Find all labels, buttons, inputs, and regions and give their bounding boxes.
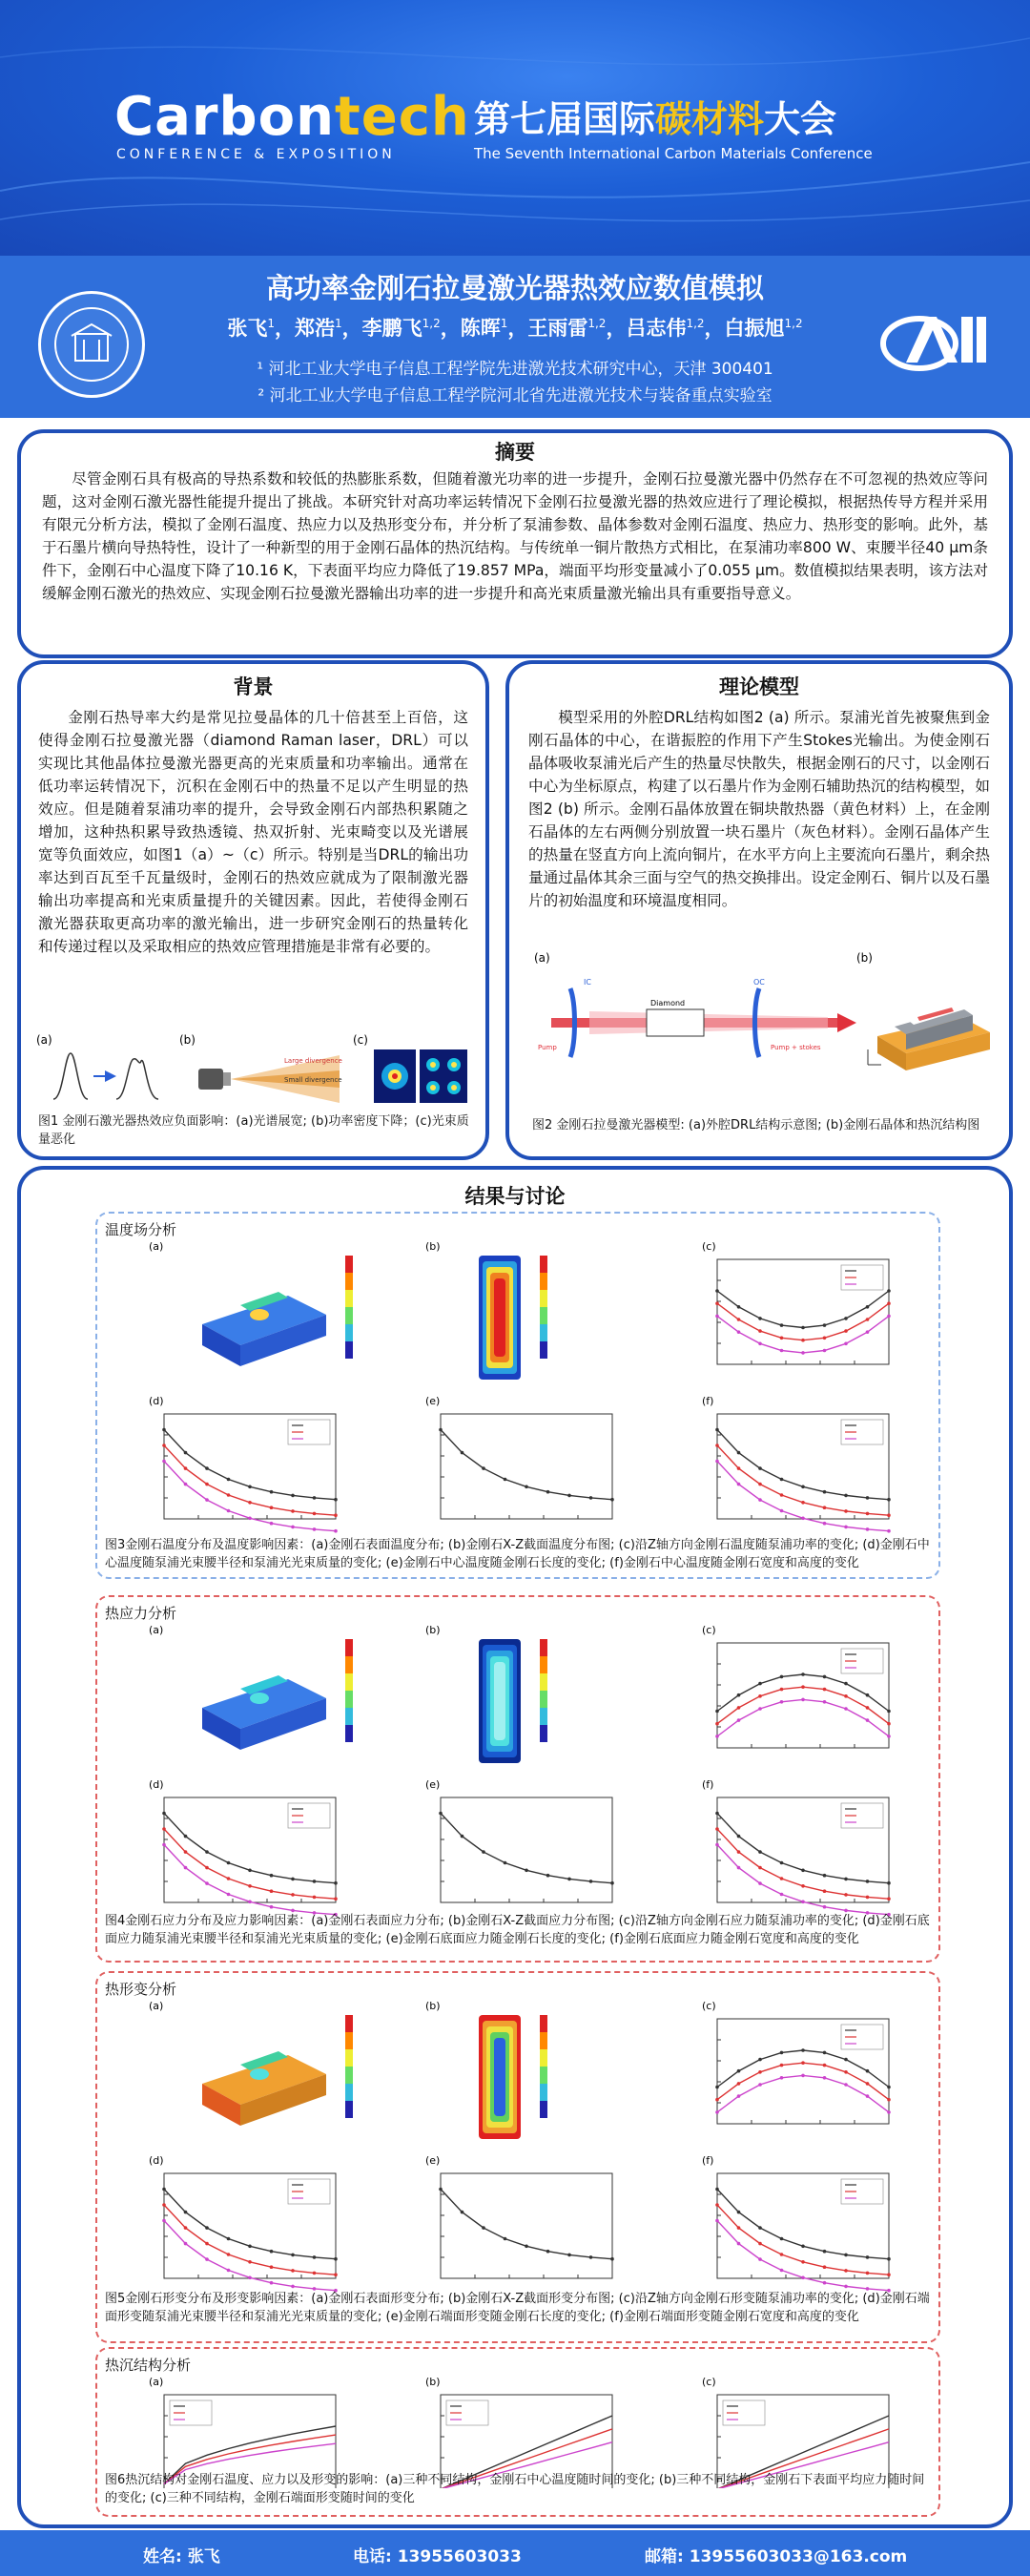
panel-label: (c) (702, 1240, 716, 1253)
result-figure-caption: 图6热沉结构对金刚石温度、应力以及形变的影响：(a)三种不同结构，金刚石中心温度随时间的变化; (b)三种不同结构，金刚石下表面平均应力随时间的变化; (c)三种不同结构，金刚石端面形变随时间的变化 (105, 2473, 925, 2505)
panel-label: (b) (425, 2000, 441, 2012)
panel-label: (a) (149, 1240, 164, 1253)
fig1-label-c: (c) (353, 1033, 368, 1047)
panel-label: (c) (702, 1624, 716, 1636)
author-affiliation-mark: 1,2 (422, 317, 441, 330)
background-panel (17, 660, 489, 1160)
result-section-name: 温度场分析 (105, 1221, 177, 1238)
panel-label: (c) (702, 2000, 716, 2012)
background-title: 背景 (233, 675, 274, 698)
author-affiliation-mark: 1,2 (587, 317, 607, 330)
author-list: 张飞$^1$，郑浩$^1$，李鹏飞$^{1,2}$，陈晖$^1$，王雨雷$^{1,2}$，吕志伟$^{1,2}$，白振旭$^{1,2}$ (227, 317, 803, 340)
figure-1-image (34, 1032, 473, 1109)
author-name: 郑浩 (294, 317, 335, 340)
fig1-label-a: (a) (36, 1033, 52, 1047)
abstract-text: 尽管金刚石具有极高的导热系数和较低的热膨胀系数，但随着激光功率的进一步提升，金刚石拉曼激光器中仍然存在不可忽视的热效应等问题，这对金刚石激光器性能提升提出了挑战。本研究针对高功率运转情况下金刚石拉曼激光器的热效应进行了理论模拟，根据热传导方程并采用有限元分析方法，模拟了金刚石温度、热应力以及热形变分布，并分析了泵浦参数、晶体参数对金刚石温度、热应力、热形变的影响。此外，基于石墨片横向导热特性，设计了一种新型的用于金刚石晶体的热沉结构。与传统单一铜片散热方式相比，在泵浦功率800 W、束腰半径40 μm条件下，金刚石中心温度下降了10.16 K，下表面平均应力降低了19.857 MPa，端面平均形变量减小了0.055 μm。数值模拟结果表明，该方法对缓解金刚石激光的热效应、实现金刚石拉曼激光器输出功率的进一步提升和高光束质量激光输出具有重要指导意义。 (42, 470, 988, 602)
affiliation-1: ¹ 河北工业大学电子信息工程学院先进激光技术研究中心，天津 300401 (257, 360, 773, 379)
conference-title-cn: 第七届国际碳材料大会 (474, 98, 837, 140)
contact-name: 姓名: 张飞 (143, 2547, 220, 2566)
author-name: 王雨雷 (527, 317, 588, 340)
fig2-diamond-label: Diamond (650, 999, 686, 1008)
figure-2-image (532, 950, 999, 1112)
figure-2-caption: 图2 金刚石拉曼激光器模型: (a)外腔DRL结构示意图; (b)金刚石晶体和热沉结构图 (532, 1118, 980, 1132)
theory-title: 理论模型 (719, 675, 799, 698)
affiliation-2: ² 河北工业大学电子信息工程学院河北省先进激光技术与装备重点实验室 (258, 386, 772, 405)
author-affiliation-mark: 1 (334, 317, 342, 330)
panel-label: (e) (425, 2154, 441, 2167)
conference-logo: Carbontech (114, 86, 470, 148)
panel-label: (f) (702, 1778, 714, 1791)
author-affiliation-mark: 1 (500, 317, 508, 330)
contact-email[interactable]: 邮箱: 13955603033@163.com (645, 2547, 908, 2566)
fig1-label-b: (b) (179, 1033, 196, 1047)
result-figure-caption: 图4金刚石应力分布及应力影响因素：(a)金刚石表面应力分布; (b)金刚石X-Z截面应力分布图; (c)沿Z轴方向金刚石应力随泵浦功率的变化; (d)金刚石底面应力随泵浦光束腰半径和泵浦光光束质量的变化; (e)金刚石底面应力随金刚石长度的变化; (f)金刚石底面应力随金刚石宽度和高度的变化 (105, 1914, 930, 1946)
author-affiliation-mark: 1,2 (784, 317, 803, 330)
contact-footer (0, 2530, 1030, 2576)
abstract-title: 摘要 (495, 441, 535, 464)
conference-title-en: The Seventh International Carbon Materials Conference (474, 145, 873, 162)
panel-label: (c) (702, 2376, 716, 2388)
result-figure-image (107, 1998, 927, 2303)
panel-label: (a) (149, 1624, 164, 1636)
fig2-label-a: (a) (534, 951, 550, 965)
background-text: 金刚石热导率大约是常见拉曼晶体的几十倍甚至上百倍，这使得金刚石拉曼激光器（diamond Raman laser，DRL）可以实现比其他晶体拉曼激光器更高的光束质量和功率输出。通常在低功率运转情况下，沉积在金刚石中的热量不足以产生明显的热效应。但是随着泵浦功率的提升，会导致金刚石内部热积累随之增加，这种热积累导致热透镜、热双折射、光束畸变以及光谱展宽等负面效应，如图1（a）~（c）所示。特别是当DRL的输出功率达到百瓦至千瓦量级时，金刚石的热效应就成为了限制激光器输出功率提高和光束质量提升的关键因素。因此，若使得金刚石激光器获取更高功率的激光输出，进一步研究金刚石的热量转化和传递过程以及采取相应的热效应管理措施是非常有必要的。 (38, 709, 468, 955)
result-figure-image (107, 1622, 927, 1927)
figure-1-caption: 图1 金刚石激光器热效应负面影响：(a)光谱展宽; (b)功率密度下降；(c)光束质量恶化 (38, 1114, 469, 1147)
theory-text: 模型采用的外腔DRL结构如图2 (a) 所示。泵浦光首先被聚焦到金刚石晶体的中心，在谐振腔的作用下产生Stokes光输出。为使金刚石晶体吸收泵浦光后产生的热量尽快散失，根据金刚石的尺寸，以金刚石中心为坐标原点，构建了以石墨片作为金刚石辅助热沉的结构模型，如图2 (b) 所示。金刚石晶体放置在铜块散热器（黄色材料）上，在金刚石晶体的左右两侧分别放置一块石墨片（灰色材料）。金刚石晶体产生的热量在竖直方向上流向铜片，在水平方向上主要流向石墨片，剩余热量通过晶体其余三面与空气的热交换排出。设定金刚石、铜片以及石墨片的初始温度和环境温度相同。 (528, 709, 990, 909)
result-section-name: 热沉结构分析 (105, 2357, 192, 2374)
conference-logo-subtitle: CONFERENCE & EXPOSITION (116, 147, 396, 162)
author-name: 李鹏飞 (361, 317, 422, 340)
result-section-name: 热形变分析 (105, 1981, 177, 1998)
panel-label: (e) (425, 1778, 441, 1791)
theory-panel (505, 660, 1013, 1160)
panel-label: (d) (149, 2154, 164, 2167)
abstract-panel (17, 429, 1013, 658)
fig2-pump-label: Pump (538, 1044, 557, 1051)
author-name: 白振旭 (724, 317, 785, 340)
paper-title: 高功率金刚石拉曼激光器热效应数值模拟 (265, 272, 764, 304)
results-title: 结果与讨论 (464, 1185, 566, 1208)
author-affiliation-mark: 1 (267, 317, 275, 330)
author-name: 陈晖 (460, 317, 501, 340)
panel-label: (d) (149, 1778, 164, 1791)
panel-label: (d) (149, 1395, 164, 1407)
panel-label: (b) (425, 1624, 441, 1636)
author-name: 吕志伟 (626, 317, 687, 340)
panel-label: (a) (149, 2376, 164, 2388)
fig2-ic-label: IC (584, 978, 591, 987)
panel-label: (e) (425, 1395, 441, 1407)
fig1-large-divergence: Large divergence (284, 1057, 342, 1065)
panel-label: (f) (702, 1395, 714, 1407)
fig2-label-b: (b) (856, 951, 873, 965)
result-figure-image (107, 1238, 927, 1544)
panel-label: (b) (425, 1240, 441, 1253)
fig2-pump-stokes-label: Pump + stokes (771, 1044, 821, 1051)
author-name: 张飞 (227, 317, 268, 340)
contact-phone: 电话: 13955603033 (353, 2547, 522, 2566)
panel-label: (b) (425, 2376, 441, 2388)
panel-label: (f) (702, 2154, 714, 2167)
fig2-oc-label: OC (753, 978, 765, 987)
author-affiliation-mark: 1,2 (686, 317, 705, 330)
result-figure-caption: 图5金刚石形变分布及形变影响因素：(a)金刚石表面形变分布; (b)金刚石X-Z截面形变分布图; (c)沿Z轴方向金刚石形变随泵浦功率的变化; (d)金刚石端面形变随泵浦光束腰半径和泵浦光光束质量的变化; (e)金刚石端面形变随金刚石长度的变化; (f)金刚石端面形变随金刚石宽度和高度的变化 (105, 2292, 930, 2324)
panel-label: (a) (149, 2000, 164, 2012)
result-figure-caption: 图3金刚石温度分布及温度影响因素：(a)金刚石表面温度分布; (b)金刚石X-Z截面温度分布图; (c)沿Z轴方向金刚石温度随泵浦功率的变化; (d)金刚石中心温度随泵浦光束腰半径和泵浦光光束质量的变化; (e)金刚石中心温度随金刚石长度的变化; (f)金刚石中心温度随金刚石宽度和高度的变化 (105, 1538, 930, 1570)
result-section-name: 热应力分析 (105, 1605, 177, 1622)
fig1-small-divergence: Small divergence (284, 1076, 342, 1084)
conference-header (0, 0, 1030, 256)
